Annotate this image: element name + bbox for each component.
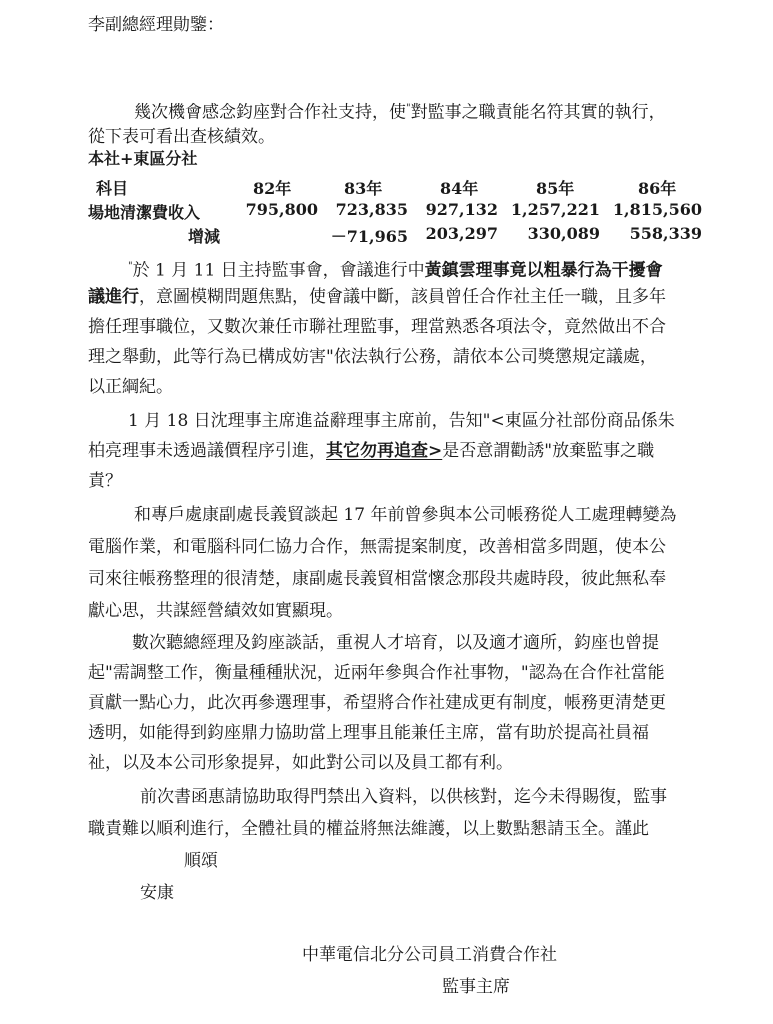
row1-label: 場地清潔費收入 (88, 203, 201, 222)
intro-line-1b: 對監事之職責能名符其實的執行， (410, 102, 666, 123)
p1-line-1a: 於 1 月 11 日主持監事會，會議進行中 (132, 260, 425, 281)
row1-value-85: 1,257,221 (510, 200, 600, 219)
p4-line-5: 祉，以及本公司形象提昇，如此對公司以及員工都有利。 (88, 753, 513, 773)
p2-line-2b: 其它勿再追查> (326, 441, 443, 461)
signature-org: 中華電信北分公司員工消費合作社 (302, 945, 557, 965)
row1-value-84: 927,132 (425, 200, 498, 219)
salutation: 李副總經理勛鑒： (88, 15, 224, 35)
intro-line-2: 從下表可看出查核績效。 (88, 127, 275, 147)
p1-line-5: 以正綱紀。 (88, 377, 173, 397)
p1-line-2a: 議進行 (88, 287, 139, 307)
p1-line-1b: 黃鎮雲理事竟以粗暴行為干擾會 (424, 260, 663, 281)
p4-line-2: 起"需調整工作，衡量種種狀況，近兩年參與合作社事物，"認為在合作社當能 (88, 663, 665, 683)
row1-value-83: 723,835 (335, 200, 408, 219)
signature-title: 監事主席 (442, 977, 510, 997)
year-85: 85年 (536, 179, 575, 198)
p1-line-4: 理之舉動，此等行為已構成妨害"依法執行公務，請依本公司獎懲規定議處， (88, 347, 657, 367)
row2-value-83: －71,965 (330, 227, 408, 246)
header-label: 科目 (96, 179, 129, 198)
table-row-income (88, 200, 708, 222)
p3-line-4: 獻心思，共謀經營績效如實顯現。 (88, 601, 343, 621)
p1-line-2b: ，意圖模糊問題焦點，使會議中斷，該員曾任合作社主任一職，且多年 (139, 287, 666, 307)
row2-label: 增減 (188, 227, 221, 246)
table-title: 本社+東區分社 (88, 149, 198, 168)
quote-mark: " (128, 261, 133, 272)
year-82: 82年 (253, 179, 292, 198)
row2-value-86: 558,339 (629, 224, 702, 243)
row1-value-82: 795,800 (245, 200, 318, 219)
closing-line-2: 安康 (140, 883, 174, 903)
intro-line-1 (134, 98, 666, 124)
year-83: 83年 (344, 179, 383, 198)
row1-value-86: 1,815,560 (612, 200, 702, 219)
closing-line-1: 順頌 (184, 851, 218, 871)
p4-line-4: 透明，如能得到鈞座鼎力協助當上理事且能兼任主席，當有助於提高社員福 (88, 723, 649, 743)
p3-line-1: 和專戶處康副處長義貿談起 17 年前曾參與本公司帳務從人工處理轉變為 (134, 505, 677, 525)
p2-line-2c: 是否意謂勸誘"放棄監事之職 (442, 441, 655, 461)
p3-line-2: 電腦作業，和電腦科同仁協力合作，無需提案制度，改善相當多問題，使本公 (88, 537, 666, 557)
p3-line-3: 司來往帳務整理的很清楚，康副處長義貿相當懷念那段共處時段，彼此無私奉 (88, 569, 666, 589)
table-header-row (88, 176, 708, 198)
p4-line-3: 貢獻一點心力，此次再參選理事，希望將合作社建成更有制度，帳務更清楚更 (88, 693, 666, 713)
p5-line-2: 職責難以順利進行，全體社員的權益將無法維護，以上數點懇請玉全。謹此 (88, 819, 649, 839)
row2-value-84: 203,297 (425, 224, 498, 243)
p2-line-1: 1 月 18 日沈理事主席進益辭理事主席前，告知"<東區分社部份商品係朱 (128, 411, 675, 431)
table-row-change (88, 224, 708, 246)
p2-line-2a: 柏亮理事未透過議價程序引進， (88, 441, 326, 461)
p1-line-2 (88, 286, 666, 308)
p5-line-1: 前次書函惠請協助取得門禁出入資料，以供核對，迄今未得賜復，監事 (140, 787, 667, 807)
p1-line-1 (128, 256, 663, 282)
year-86: 86年 (638, 179, 677, 198)
p1-line-3: 擔任理事職位，又數次兼任市聯社理監事，理當熟悉各項法令，竟然做出不合 (88, 317, 666, 337)
quote-mark: " (406, 103, 411, 114)
p2-line-3: 責？ (88, 471, 122, 491)
p4-line-1: 數次聽總經理及鈞座談話，重視人才培育，以及適才適所，鈞座也曾提 (132, 633, 659, 653)
row2-value-85: 330,089 (527, 224, 600, 243)
p2-line-2 (88, 440, 654, 462)
intro-line-1a: 幾次機會感念鈞座對合作社支持，使 (134, 102, 406, 123)
year-84: 84年 (440, 179, 479, 198)
